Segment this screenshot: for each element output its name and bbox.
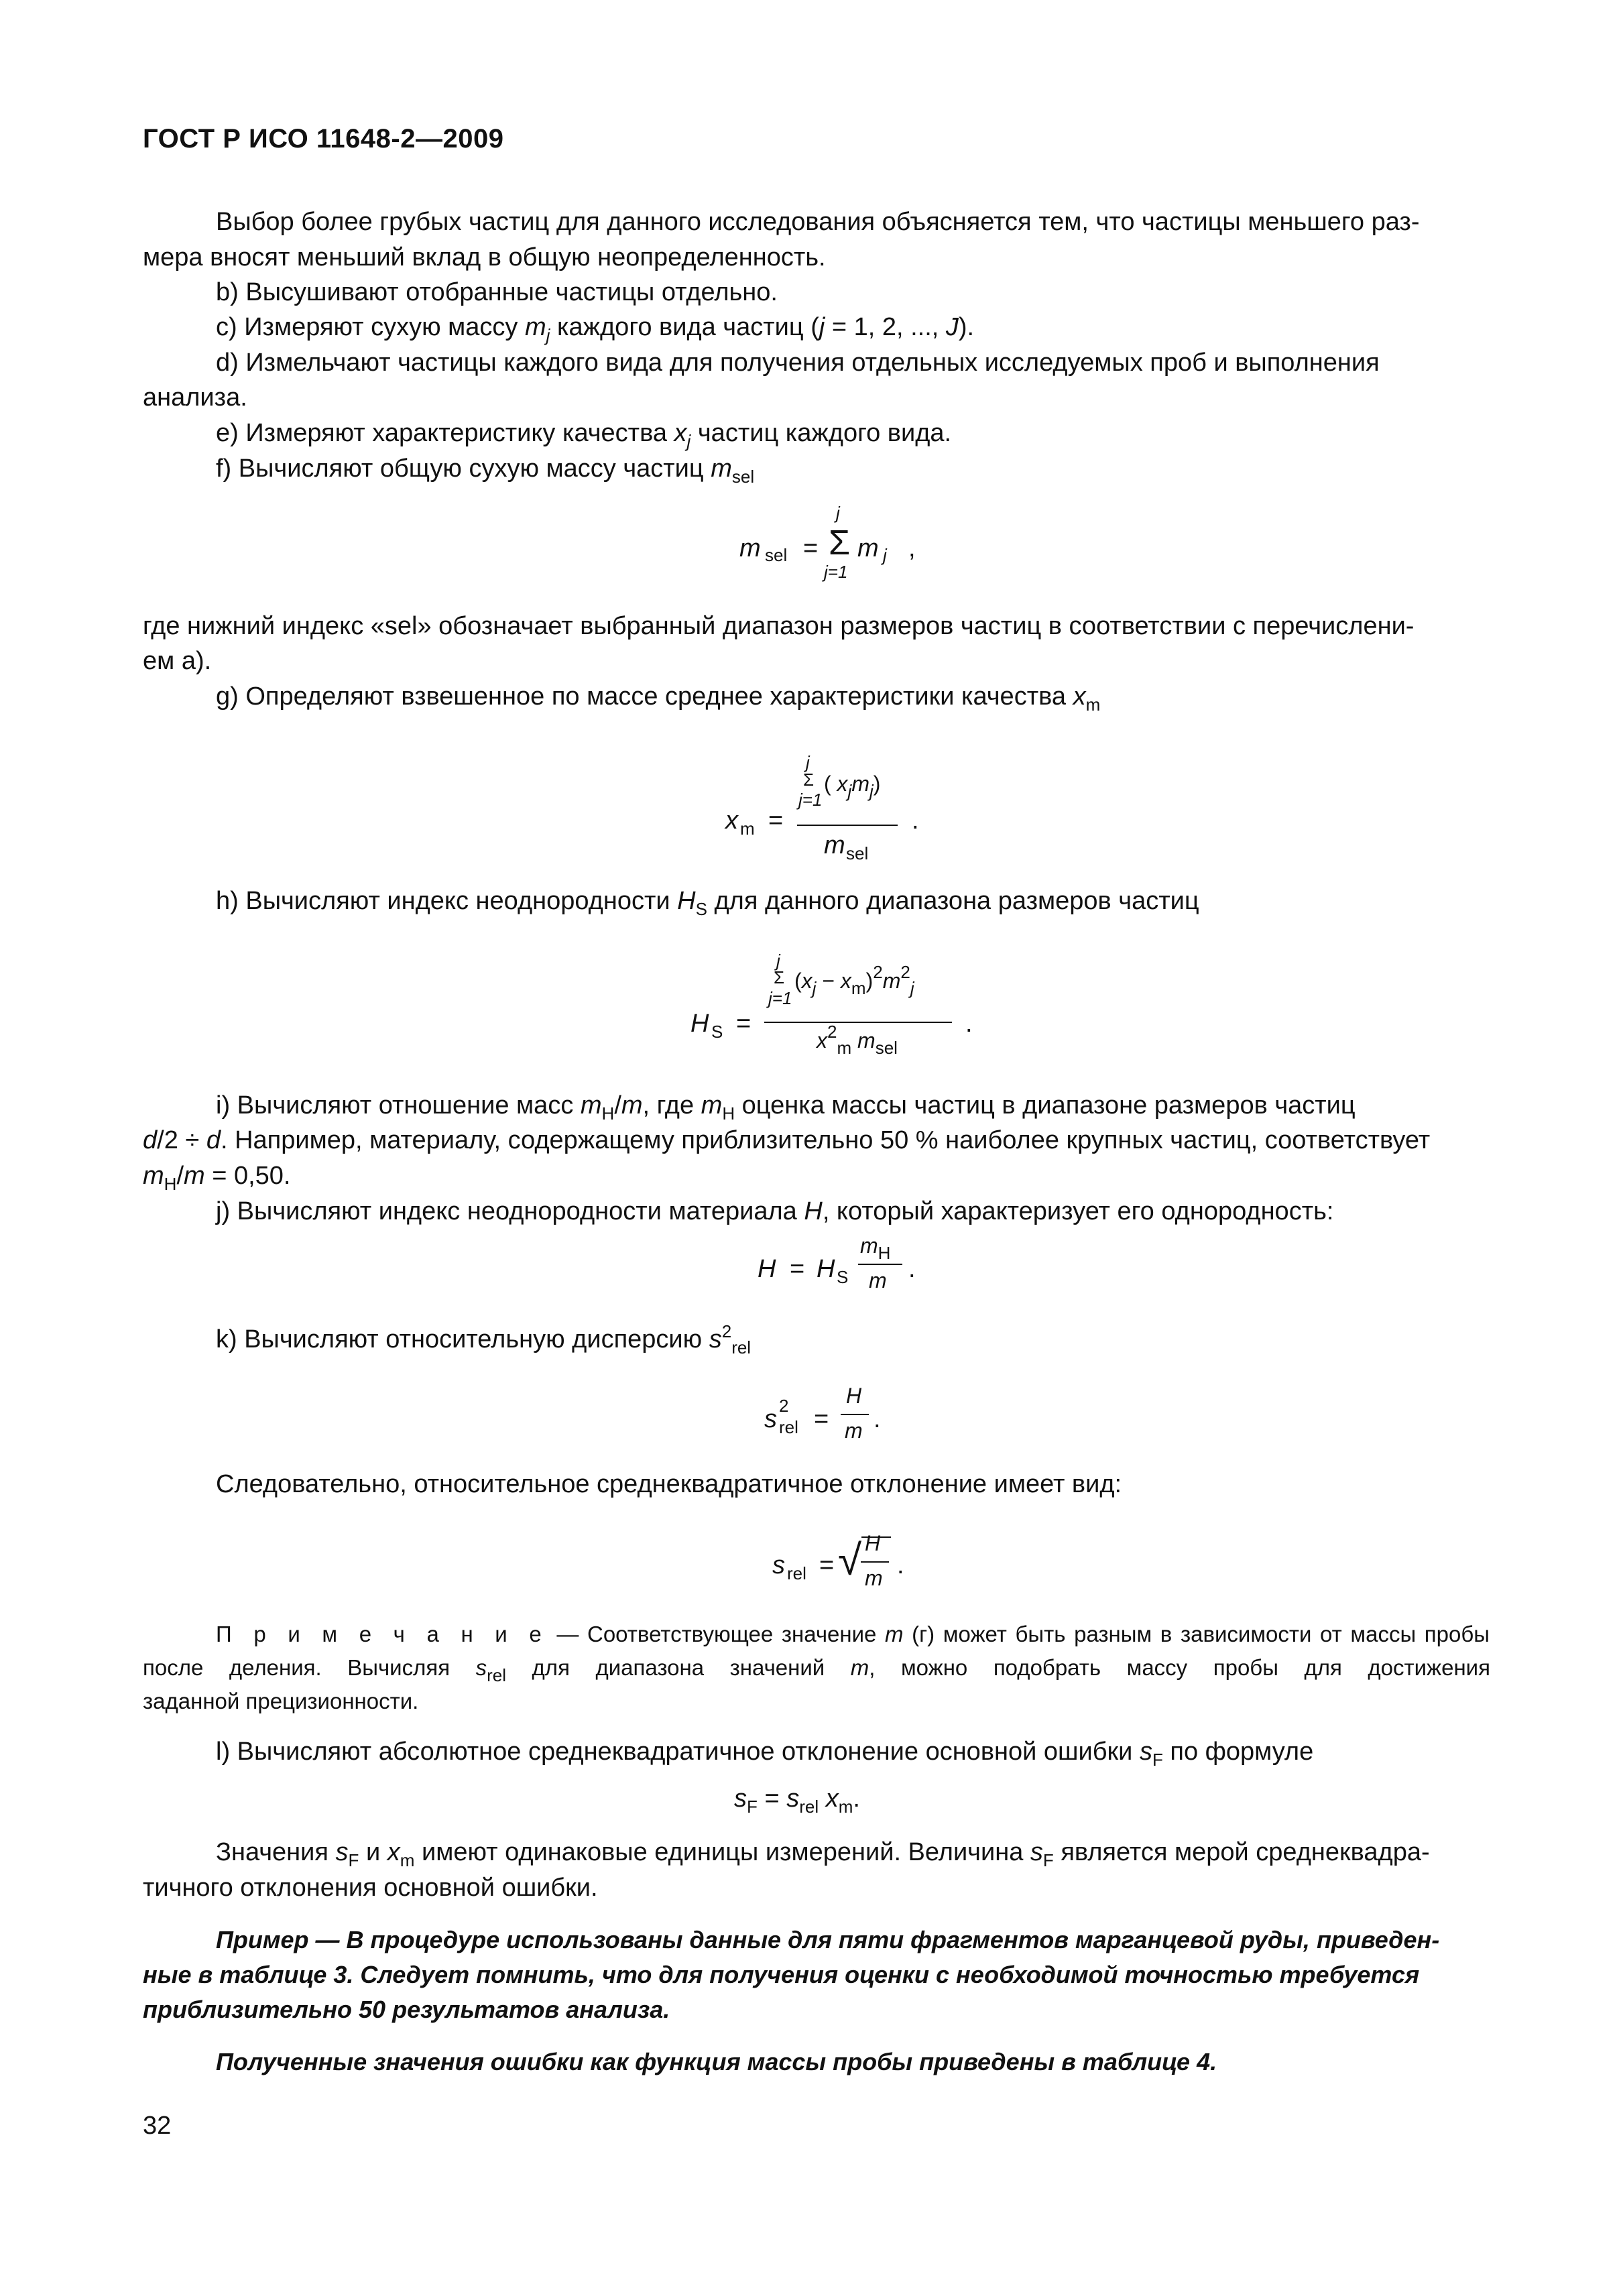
- step-b: b) Высушивают отобранные частицы отдельно.: [216, 278, 778, 306]
- step-c: c) Измеряют сухую массу $m_j$ каждого вида частиц (j = 1, 2, ..., J).: [216, 313, 975, 345]
- document-page: ГОСТ Р ИСО 11648-2—2009 Выбор более грубых частиц для данного исследования объясняется тем, что частицы меньшего раз- мера вносят меньший вклад в общую неопределенность. b) Высушивают отобранные частицы отдельно. c) Измеряют сухую массу $m_j$ каждого вида частиц (j = 1, 2, ..., J). d) Измельчают частицы каждого вида для получения отдельных исследуемых проб и выполнения анализа. e) Измеряют характеристику качества $x_j$ частиц каждого вида. f) Вычисляют общую сухую массу частиц $m_{sel}$ m sel = j Σ j=1 m j , где нижний индекс «sel» обозначает выбранный диапазон размеров частиц в соответствии с перечислени- ем a). g) Определяют взвешенное по массе среднее характеристики качества $x_m$ x m = j Σ j=1 ( $x_jm_j$) m sel . h) Вычисляют индекс неоднородности $H_S$ для данного диапазона размеров частиц H S = j Σ j=1 $(x_j - x_m)^2m^2_j$ $x^2_m$ $m_{sel}$ . i) Вычисляют отношение масс $m_H/m$, где $m_H$ оценка массы частиц в диапазоне размеров частиц d/2 ÷ d. Например, материалу, содержащему приблизительно 50 % наиболее крупных частиц, соответствует $m_H/m = 0,50$. j) Вычисляют индекс неоднородности материала H, который характеризует его однородность: H = H S $m_H$ m . k) Вычисляют относительную дисперсию $s^2_{rel}$ s 2 rel = H m . Следовательно, относительное среднеквадратичное отклонение имеет вид: s rel = √ H m . П р и м е ч а н и е — Соответствующее значение m (г) может быть разным в зависимости от массы пробы после деления. Вычисляя $s_{rel}$ для диапазона значений m, можно подобрать массу пробы для достижения заданной прецизионности. l) Вычисляют абсолютное среднеквадратичное отклонение основной ошибки $s_F$ по формуле $s_F = s_{rel}$ $x_m$. Значения $s_F$ и $x_m$ имеют одинаковые единицы измерений. Величина $s_F$ является мерой среднеквадра- тичного отклонения основной ошибки. Пример — В процедуре использованы данные для пяти фрагментов марганцевой руды, приведен- ные в таблице 3. Следует помнить, что для получения оценки с необходимой точностью требуется приблизительно 50 результатов анализа. Полученные значения ошибки как функция массы пробы приведены в таблице 4. 32: [143, 124, 1490, 2140]
- step-l: l) Вычисляют абсолютное среднеквадратичное отклонение основной ошибки $s_F$ по формуле: [216, 1738, 1314, 1770]
- note-line-2: после деления. Вычисляя $s_{rel}$ для диапазона значений m, можно подобрать массу пробы для достижения: [143, 1655, 1490, 1685]
- step-e: e) Измеряют характеристику качества $x_j$ частиц каждого вида.: [216, 419, 952, 451]
- step-k: k) Вычисляют относительную дисперсию $s^2_{rel}$: [216, 1321, 752, 1357]
- consequently-text: Следовательно, относительное среднеквадратичное отклонение имеет вид:: [216, 1470, 1122, 1498]
- step-d-2: анализа.: [143, 383, 247, 412]
- step-i-2: d/2 ÷ d. Например, материалу, содержащему приблизительно 50 % наиболее крупных частиц, соответствует: [143, 1126, 1431, 1154]
- document-header: ГОСТ Р ИСО 11648-2—2009: [143, 124, 504, 154]
- example-line-2: ные в таблице 3. Следует помнить, что для получения оценки с необходимой точностью требуется: [143, 1961, 1420, 1988]
- paragraph-a-continuation: Выбор более грубых частиц для данного исследования объясняется тем, что частицы меньшего раз-: [216, 208, 1420, 236]
- example-line-3: приблизительно 50 результатов анализа.: [143, 1996, 670, 2023]
- page-number: 32: [143, 2112, 172, 2140]
- step-i-3: $m_H/m = 0,50$.: [143, 1162, 291, 1194]
- example-line-1: Пример — В процедуре использованы данные для пяти фрагментов марганцевой руды, приведен-: [216, 1926, 1440, 1953]
- values-text: Значения $s_F$ и $x_m$ имеют одинаковые единицы измерений. Величина $s_F$ является мерой среднеквадра-: [216, 1838, 1430, 1870]
- result-text: Полученные значения ошибки как функция массы пробы приведены в таблице 4.: [216, 2048, 1217, 2075]
- note-line-3: заданной прецизионности.: [143, 1689, 419, 1713]
- step-g: g) Определяют взвешенное по массе среднее характеристики качества $x_m$: [216, 682, 1101, 715]
- where-sel-2: ем a).: [143, 647, 212, 675]
- paragraph-a-continuation-2: мера вносят меньший вклад в общую неопределенность.: [143, 243, 826, 271]
- values-text-2: тичного отклонения основной ошибки.: [143, 1874, 598, 1902]
- note-line-1: П р и м е ч а н и е — Соответствующее значение m (г) может быть разным в зависимости от массы пробы: [216, 1622, 1490, 1646]
- where-sel: где нижний индекс «sel» обозначает выбранный диапазон размеров частиц в соответствии с перечислени-: [143, 612, 1415, 640]
- step-j: j) Вычисляют индекс неоднородности материала H, который характеризует его однородность:: [216, 1197, 1334, 1225]
- step-f: f) Вычисляют общую сухую массу частиц $m_{sel}$: [216, 455, 755, 487]
- step-h: h) Вычисляют индекс неоднородности $H_S$ для данного диапазона размеров частиц: [216, 887, 1199, 919]
- step-i: i) Вычисляют отношение масс $m_H/m$, где $m_H$ оценка массы частиц в диапазоне размеров частиц: [216, 1091, 1356, 1124]
- step-d: d) Измельчают частицы каждого вида для получения отдельных исследуемых проб и выполнения: [216, 349, 1380, 377]
